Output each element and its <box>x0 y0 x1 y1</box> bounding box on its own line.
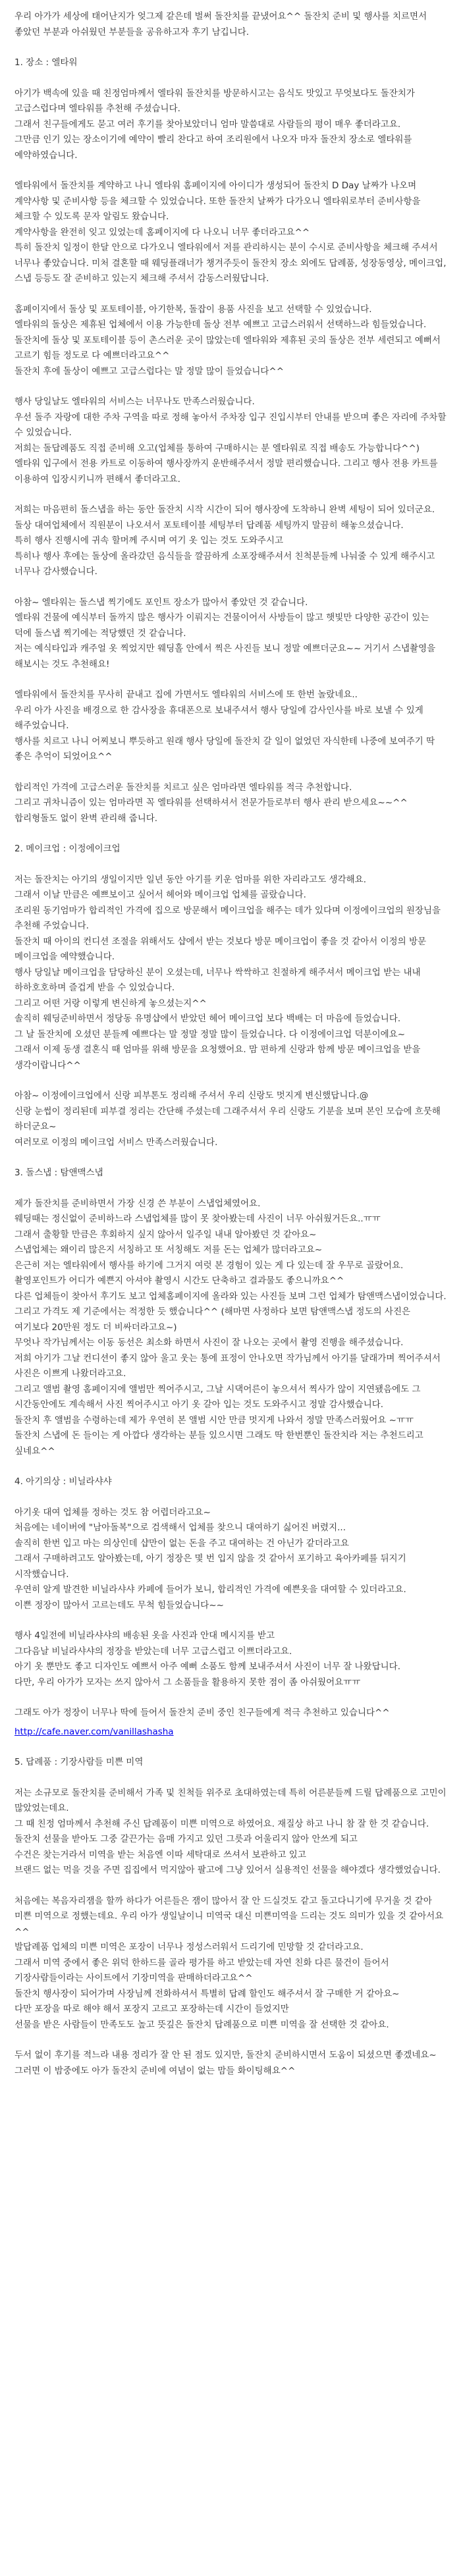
section3-title: 3. 돌스냅 : 탐앤맥스냅 <box>14 1167 103 1178</box>
section1-paragraph-6: 아참~ 엘타워는 돌스냅 찍기에도 포인트 장소가 많아서 좋았던 것 같습니다. 엘타워 건물에 예식부터 돌까지 많은 행사가 이뤄지는 건물이어서 사방들이 많고 햇빛만 다양한 공간이 있는 덕에 돌스냅 찍기에는 적당했던 것 같습니다. 저는 예식타입과 캐주얼 옷 찍었지만 웨딩홀 안에서 찍은 사진들 보니 정말 예쁘더군요~~ 거기서 스냅촬영을 해보시는 것도 추천해요! <box>14 597 436 670</box>
section1-title: 1. 장소 : 엘타워 <box>14 57 78 68</box>
outro-paragraph: 두서 없이 후기를 적느라 내용 정리가 잘 안 된 점도 있지만, 돌잔치 준비하시면서 도움이 되셨으면 좋겠네요~ 그러면 이 밤중에도 아가 돌잔치 준비에 여념이 없는 맘들 화이팅해요^^ <box>14 2050 437 2076</box>
section1-paragraph-3: 홈페이지에서 돌상 및 포토테이블, 아기한복, 돌잡이 용품 사진을 보고 선택할 수 있었습니다. 엘타워의 돌상은 제휴된 업체에서 이용 가능한데 돌상 전부 예쁘고 고급스러워서 선택하느라 힘들었습니다. 돌잔치에 돌상 및 포토테이블 등이 촌스러운 곳이 많았는데 엘타워와 제휴된 곳의 돌상은 전부 세련되고 예뻐서 고르기 힘들 정도로 다 예쁘더라고요^^ 돌잔치 후에 돌상이 예쁘고 고급스럽다는 말 정말 많이 들었습니다^^ <box>14 304 441 377</box>
section5-paragraph-2: 처음에는 복음자리잼을 할까 하다가 어른들은 잼이 많아서 잘 안 드실것도 같고 돌고다니기에 무거울 것 같아 미쁜 미역으로 정했는데요. 우리 아가 생일날이니 미역국 대신 미쁜미역을 드리는 것도 의미가 있을 것 같아서요^^ 발답례품 업체의 미쁜 미역은 포장이 너무나 정성스러워서 드리기에 민망할 것 같더라고요. 그래서 미역 중에서 좋은 위덕 한하드를 골라 평가를 하고 받았는데 자연 친화 다른 물건이 들어서 기장사람들이라는 사이트에서 기장미역을 판매하더라고요^^ 돌잔치 행사장이 되어가며 사장님께 전화하셔서 특별히 답례 할인도 해주셔서 잘 구매한 거 같아요~ 다만 포장을 따로 해야 해서 포장지 고르고 포장하는데 시간이 들었지만 선물을 받은 사람들이 만족도도 높고 뜻깊은 돌잔치 답례품으로 미쁜 미역을 잘 선택한 것 같아요. <box>14 1895 444 2030</box>
intro-paragraph: 우리 아가가 세상에 태어난지가 엊그제 같은데 벌써 돌잔치를 끝냈어요^^ 돌잔치 준비 및 행사를 치르면서 좋았던 부분과 아쉬웠던 부분들을 공유하고자 후기 남깁니다. <box>14 11 430 38</box>
section1-paragraph-1: 아기가 백속에 있을 때 친정엄마께서 엘타워 돌잔치를 방문하시고는 음식도 맛있고 무엇보다도 돌잔치가 고급스럽다며 엘타워를 추천해 주셨습니다. 그래서 친구들에게도 묻고 여러 후기를 찾아보았더니 엄마 말씀대로 사람들의 평이 매우 좋더라고요. 그만큼 인기 있는 장소이기에 예약이 빨리 찬다고 하여 조리원에서 나오자 마자 돌잔치 장소로 엘타워를 예약하였습니다. <box>14 88 415 161</box>
section4-paragraph-1: 아기옷 대여 업체를 정하는 것도 참 어렵더라고요~ 처음에는 네이버에 "남아돌복"으로 검색해서 업체를 찾으니 대여하기 싫어진 버렸지... 솔직히 한번 입고 마는 의상인데 샵만이 없는 돈을 주고 대여하는 건 아닌가 같더라고요 그래서 구매하려고도 알아봤는데, 아기 정장은 몇 번 입지 않을 것 같아서 포기하고 육아카페를 뒤지기 시작했습니다. 우연히 알게 발견한 비닐라샤샤 카페에 들어가 보니, 합리적인 가격에 예쁜옷을 대여할 수 있더라고요. 이쁜 정장이 많아서 고르는데도 무척 힘들었습니다~~ <box>14 1507 406 1611</box>
section5-title: 5. 답례품 : 기장사람들 미쁜 미역 <box>14 1757 144 1767</box>
section4-title: 4. 아기의상 : 비닐라샤샤 <box>14 1476 112 1487</box>
section1-paragraph-8: 합리적인 가격에 고급스러운 돌잔치를 치르고 싶은 엄마라면 엘타워를 적극 추천합니다. 그리고 귀차니즘이 있는 엄마라면 꼭 엘타워를 선택하셔서 전문가들로부터 행사 관리 받으세요~~^^ 합리형돌도 없이 완벽 관리해 줍니다. <box>14 782 408 824</box>
section4-paragraph-2: 행사 4일전에 비닐라샤샤의 배송된 옷을 사진과 안대 메시지를 받고 그다음날 비닐라샤샤의 정장을 받았는데 너무 고급스럽고 이쁘더라고요. 아기 옷 뿐만도 좋고 디자인도 예쁘서 아주 예뻐 소품도 함께 보내주셔서 사진이 너무 잘 나왔답니다. 다만, 우리 아가가 모자는 쓰지 않아서 그 소품들을 활용하지 못한 점이 좀 아쉬웠어요ㅠㅠ <box>14 1630 401 1688</box>
vanilla-cafe-link[interactable]: http://cafe.naver.com/vanillashasha <box>14 1726 174 1737</box>
section2-title: 2. 메이크업 : 이정에이크업 <box>14 844 121 854</box>
section5-paragraph-1: 저는 소규모로 돌잔치를 준비해서 가족 및 친척들 위주로 초대하였는데 특히 어른분들께 드릴 답례품으로 고민이 많았었는데요. 그 때 친정 엄마께서 추천해 주신 답례품이 미쁜 미역으로 하였어요. 재질상 하고 나니 참 잘 한 것 같습니다. 돌잔치 선물을 받아도 그중 갈끈가는 음매 가지고 있던 그릇과 어울리지 않아 안쓰게 되고 수건은 찾는거라서 미역을 받는 처음엔 이따 세탁대로 쓰셔서 보관하고 있고 브랜드 없는 먹을 것을 주면 집집에서 먹지않아 팔고에 그냥 있어서 실용적인 선물을 해야겠다 생각했었습니다. <box>14 1787 447 1875</box>
section2-paragraph-2: 아참~ 이정에이크업에서 신랑 피부톤도 정리해 주셔서 우리 신랑도 멋지게 변신했답니다.@ 신랑 눈썹이 정리된데 피부결 정리는 간단해 주셨는데 그래주셔서 우리 신랑도 기분을 보며 본인 모습에 흐뭇해 하더군요~ 여러모로 이정의 메이크업 서비스 만족스러웠습니다. <box>14 1090 441 1148</box>
section1-paragraph-2: 엘타워에서 돌잔치를 계약하고 나니 엘타워 홈페이지에 아이디가 생성되어 돌잔치 D Day 날짜가 나오며 계약사항 및 준비사항 등을 체크할 수 있었습니다. 또한 돌잔치 날짜가 다가오니 엘타워로부터 준비사항을 체크할 수 있도록 문자 알림도 왔습니다. 계약사항을 완전히 잊고 있었는데 홈페이지에 다 나오니 너무 좋더라고요^^ 특히 돌잔치 일정이 한달 안으로 다가오니 엘타워에서 저를 관리하시는 분이 수시로 준비사항을 체크해 주셔서 너무나 좋았습니다. 미처 결혼할 때 웨딩플래너가 챙겨주듯이 돌잔치 장소 외에도 답례품, 성장동영상, 메이크업, 스냅 등등도 잘 준비하고 있는지 체크해 주셔서 감동스러웠답니다. <box>14 180 447 284</box>
section4-paragraph-3: 그래도 아가 정장이 너무나 딱에 들어서 돌잔치 준비 중인 친구들에게 적극 추천하고 있습니다^^ <box>14 1707 390 1718</box>
section3-paragraph-1: 제가 돌잔치를 준비하면서 가장 신경 쓴 부분이 스냅업체였어요. 웨딩때는 정신없이 준비하느라 스냅업체를 많이 못 찾아봤는데 사진이 너무 아쉬웠거든요..ㅠㅠ 그래서 출황할 만큼은 후회하지 싶지 않아서 일주일 내내 알아봤던 것 같아요~ 스냅업체는 왜이리 많은지 서칭하고 또 서칭해도 저를 돈는 업체가 많더라고요~ 은근히 저는 엘타워에서 행사를 하기에 그거지 여럿 본 경험이 있는 게 다 있는데 잘 우무로 골랐어요. 촬영포인트가 어디가 예쁜지 아셔야 촬영시 시간도 단축하고 결과물도 좋으니까요^^ 다른 업체들이 찾아서 후기도 보고 업체홈페이지에 올라와 있는 사진들 보며 그런 업체가 탐앤맥스냅이었습니다. 그리고 가격도 제 기준에서는 적정한 듯 했습니다^^ (해마면 사정하다 보면 탐앤맥스냅 정도의 사진은 여기보다 20만원 정도 더 비싸더라고요~) 무엇나 작가님께서는 이동 동선은 최소화 하면서 사진이 잘 나오는 곳에서 촬영 진행을 해주셨습니다. 저희 아기가 그날 컨디션이 좋지 않아 울고 웃는 통에 표정이 안나오면 작가님께서 아기를 달래가며 찍어주셔서 사진은 이쁘게 나왔더라고요. 그리고 앨범 촬영 홈페이지에 앨범만 찍어주시고, 그날 시댁어른이 놓으셔서 찍사가 않이 지연됐음에도 그 시간동안에도 계속해서 사진 찍어주시고 아기 옷 갈아 입는 것도 도와주시고 정말 감사했습니다. 돌잔치 후 앨범을 수령하는데 제가 우연히 본 앨범 시안 만큼 멋지게 나와서 정말 만족스러웠어요 ~ㅠㅠ 돌잔치 스냅에 돈 들이는 게 아깝다 생각하는 분들 있으시면 그래도 딱 한번뿐인 돌잔치라 저는 추천드리고 싶네요^^ <box>14 1198 447 1457</box>
section1-paragraph-5: 저희는 마음편히 돌스냅을 하는 동안 돌잔치 시작 시간이 되어 행사장에 도착하니 완벽 세팅이 되어 있더군요. 돌상 대여업체에서 직원분이 나오셔서 포토테이블 세팅부터 답례품 세팅까지 말끔히 해놓으셨습니다. 특히 행사 진행시에 귀속 할머께 주시며 여기 옷 입는 것도 도와주시고 특히나 행사 후에는 돌상에 올라갔던 음식들을 깔끔하게 소포장해주셔서 친척분들께 나눠줄 수 있게 해주시고 너무나 감사했습니다. <box>14 504 435 577</box>
section2-paragraph-1: 저는 돌잔치는 아기의 생일이지만 일년 동안 아기를 키운 엄마를 위한 자리라고도 생각해요. 그래서 이날 만큼은 예쁘보이고 싶어서 헤어와 메이크업 업체를 골랐습니다. 조리원 동기엄마가 합리적인 가격에 집으로 방문해서 메이크업을 해주는 데가 있다며 이정에이크업의 원장님을 추천해 주었습니다. 돌잔치 때 아이의 컨디션 조절을 위해서도 샵에서 받는 것보다 방문 메이크업이 좋을 것 같아서 이정의 방문 메이크업을 예약했습니다. 행사 당일날 메이크업을 담당하신 분이 오셨는데, 너무나 싹싹하고 친절하게 해주셔서 메이크업 받는 내내 하하호호하며 즐겁게 받을 수 있었습니다. 그리고 어떤 거랑 이렇게 변신하게 놓으셨는지^^ 솔직히 웨딩준비하면서 정당동 유명샵에서 받았던 헤어 메이크업 보다 백배는 더 마음에 들었습니다. 그 날 돌잔치에 오셨던 분들께 예쁘다는 말 정말 정말 많이 들었습니다. 다 이정에이크업 덕분이에요~ 그래서 이제 동생 결혼식 때 엄마를 위해 방문을 요청했어요. 맘 편하게 신랑과 함께 방문 메이크업을 받을 생각이랍니다^^ <box>14 874 441 1071</box>
section1-paragraph-7: 엘타워에서 돌잔치를 무사히 끝내고 집에 가면서도 엘타워의 서비스에 또 한번 놀랐네요.. 우리 아가 사진을 배경으로 한 감사장을 휴대폰으로 보내주셔서 행사 당일에 감사인사를 바로 보낼 수 있게 해주었습니다. 행사를 치르고 나니 어찌보니 뿌듯하고 원래 행사 당일에 돌잔치 갈 일이 없었던 자식한테 나중에 보여주기 딱 좋은 추억이 되었어요^^ <box>14 689 435 762</box>
section1-paragraph-4: 행사 당일날도 엘타워의 서비스는 너무나도 만족스러웠습니다. 우선 돌주 자랑에 대한 주차 구역을 따로 정해 놓아서 주차장 입구 진입시부터 안내를 받으며 좋은 자리에 주차할 수 있었습니다. 저희는 돌답례품도 직접 준비해 오고(업체를 통하여 구매하시는 분 엘타워로 직접 배송도 가능합니다^^) 엘타워 입구에서 전용 카트로 이동하여 행사장까지 운반해주셔서 정말 편리했습니다. 그리고 행사 전용 카트를 이용하여 입장시키니까 편해서 좋더라고요. <box>14 396 447 485</box>
